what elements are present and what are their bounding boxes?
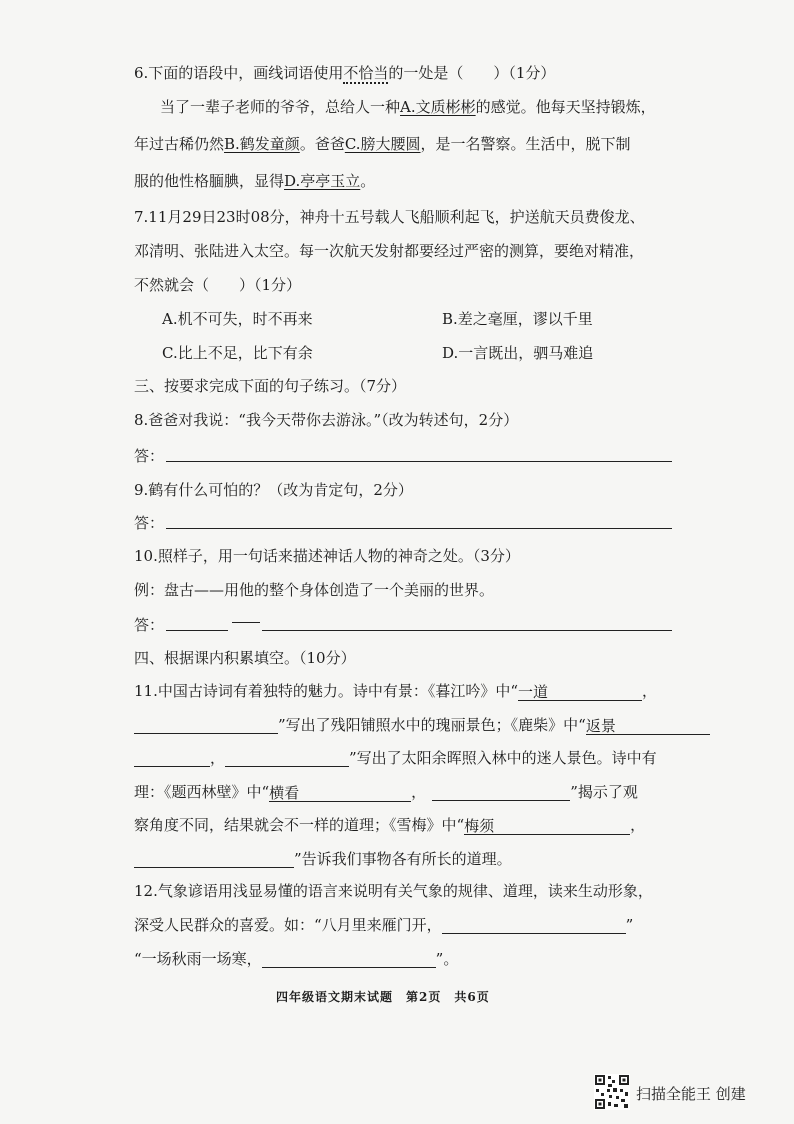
- q10-example: 例：盘古——用他的整个身体创造了一个美丽的世界。: [134, 581, 495, 599]
- q11-line6: ”告诉我们事物各有所长的道理。: [134, 848, 512, 870]
- q11-blank-6[interactable]: 横看: [269, 785, 411, 802]
- q12-line1: 12.气象谚语用浅显易懂的语言来说明有关气象的规律、道理，读来生动形象，: [134, 882, 653, 900]
- q7-line3: 不然就会（ ）（1分）: [134, 276, 302, 294]
- q11-blank-7[interactable]: [432, 784, 570, 801]
- q7-option-d: D.一言既出，驷马难追: [442, 344, 594, 362]
- scanner-watermark: 扫描全能王 创建: [636, 1085, 746, 1103]
- q6-passage-line2: 年过古稀仍然B.鹤发童颜。爸爸C.膀大腰圆，是一名警察。生活中，脱下制: [134, 135, 631, 153]
- q9-answer-line[interactable]: [166, 528, 672, 529]
- q11-blank-8[interactable]: 梅须: [464, 818, 630, 835]
- q11-line3: ， ”写出了太阳余晖照入林中的迷人景色。诗中有: [134, 747, 657, 769]
- section3-title: 三、按要求完成下面的句子练习。（7分）: [134, 377, 407, 395]
- q7-line2: 邓清明、张陆进入太空。每一次航天发射都要经过严密的测算，要绝对精准，: [134, 242, 645, 260]
- q11-line1: 11.中国古诗词有着独特的魅力。诗中有景：《暮江吟》中“一道 ，: [134, 682, 658, 701]
- q6-passage-line1: 当了一辈子老师的爷爷，总给人一种A.文质彬彬的感觉。他每天坚持锻炼，: [160, 98, 656, 116]
- q10-description-blank[interactable]: [262, 630, 672, 631]
- q11-blank-3[interactable]: 返景: [586, 718, 710, 735]
- qr-code-icon: [594, 1074, 630, 1110]
- q11-line4: 理：《题西林壁》中“横看 ， ”揭示了观: [134, 783, 638, 802]
- q7-option-c: C.比上不足，比下有余: [162, 344, 313, 362]
- page-footer: 四年级语文期末试题 第2页 共6页: [276, 990, 490, 1004]
- q6-emphasis: 不恰当: [343, 64, 389, 82]
- q11-blank-2[interactable]: [134, 717, 278, 734]
- q8-answer-line[interactable]: [166, 461, 672, 462]
- q6-option-c: C.膀大腰圆: [344, 135, 421, 153]
- q12-line3: “一场秋雨一场寒， ”。: [134, 950, 459, 968]
- q10-answer-label: 答：: [134, 616, 165, 634]
- q6-option-a: A.文质彬彬: [400, 98, 476, 116]
- q11-blank-9[interactable]: [134, 851, 294, 868]
- q9-text: 9.鹤有什么可怕的？（改为肯定句，2分）: [134, 481, 413, 499]
- q8-text: 8.爸爸对我说：“我今天带你去游泳。”（改为转述句，2分）: [134, 411, 519, 429]
- q11-blank-1[interactable]: 一道: [518, 684, 642, 701]
- q6-option-b: B.鹤发童颜: [224, 135, 300, 153]
- q10-text: 10.照样子，用一句话来描述神话人物的神奇之处。（3分）: [134, 547, 520, 565]
- q7-line1: 7.11月29日23时08分，神舟十五号载人飞船顺利起飞，护送航天员费俊龙、: [134, 208, 645, 226]
- q9-answer-label: 答：: [134, 514, 165, 532]
- q10-character-blank[interactable]: [166, 630, 228, 631]
- q10-dash: [232, 622, 260, 623]
- q7-option-a: A.机不可失，时不再来: [162, 310, 313, 328]
- q12-blank-1[interactable]: [442, 917, 626, 934]
- section4-title: 四、根据课内积累填空。（10分）: [134, 649, 356, 667]
- q12-line2: 深受人民群众的喜爱。如：“八月里来雁门开， ”: [134, 916, 634, 934]
- q11-line2: ”写出了残阳铺照水中的瑰丽景色；《鹿柴》中“返景: [134, 714, 710, 736]
- q11-blank-4[interactable]: [134, 750, 210, 767]
- q7-option-b: B.差之毫厘，谬以千里: [442, 310, 593, 328]
- q11-line5: 察角度不同，结果就会不一样的道理；《雪梅》中“梅须 ，: [134, 816, 646, 835]
- q11-blank-5[interactable]: [225, 750, 349, 767]
- q12-blank-2[interactable]: [262, 951, 436, 968]
- q6-stem: 6.下面的语段中，画线词语使用不恰当的一处是（ ）（1分）: [134, 64, 556, 82]
- q6-option-d: D.亭亭玉立: [284, 172, 361, 190]
- q8-answer-label: 答：: [134, 447, 165, 465]
- q6-passage-line3: 服的他性格腼腆，显得D.亭亭玉立。: [134, 172, 376, 190]
